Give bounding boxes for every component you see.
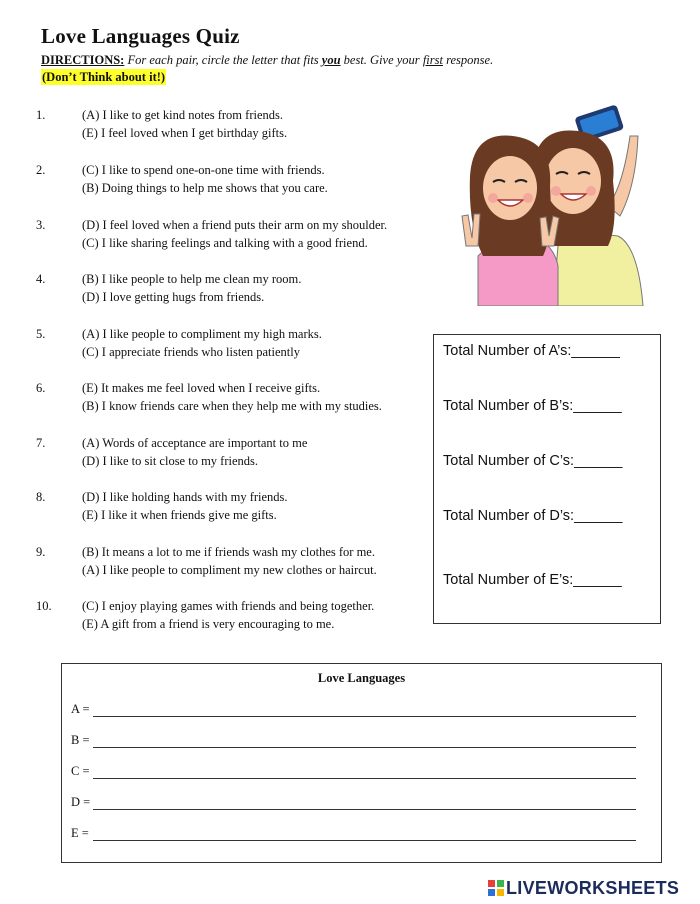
answer-rule[interactable] <box>93 716 636 717</box>
summary-title: Love Languages <box>317 671 406 685</box>
question-number: 9. <box>36 545 46 559</box>
question-number: 5. <box>36 327 46 341</box>
question-number: 1. <box>36 108 46 122</box>
directions <box>41 52 601 68</box>
girls-selfie-illustration <box>458 96 664 306</box>
question-option[interactable]: (B) I know friends care when they help me with my studies. <box>82 399 382 413</box>
summary-line-e[interactable] <box>71 826 636 844</box>
directions-text-3: response. <box>442 53 494 67</box>
directions-text-1: For each pair, circle the letter that fits <box>124 53 322 67</box>
directions-label: DIRECTIONS: <box>41 53 125 67</box>
question-option[interactable]: (C) I like sharing feelings and talking with a good friend. <box>82 236 368 250</box>
page-title: Love Languages Quiz <box>41 24 240 48</box>
answer-rule[interactable] <box>93 747 636 748</box>
total-d[interactable]: Total Number of D’s:______ <box>443 508 623 524</box>
summary-line-d[interactable] <box>71 795 636 813</box>
directions-text-2: best. Give your <box>340 53 423 67</box>
answer-rule[interactable] <box>93 840 636 841</box>
summary-line-label: C = <box>71 764 90 778</box>
answer-rule[interactable] <box>93 809 636 810</box>
summary-line-a[interactable] <box>71 702 636 720</box>
summary-line-label: A = <box>71 702 90 716</box>
total-a[interactable]: Total Number of A’s:______ <box>443 343 620 359</box>
directions-you: you <box>321 53 341 67</box>
summary-line-label: B = <box>71 733 90 747</box>
question-number: 3. <box>36 218 46 232</box>
total-b[interactable]: Total Number of B’s:______ <box>443 398 622 414</box>
question-option[interactable]: (D) I love getting hugs from friends. <box>82 290 265 304</box>
question-option[interactable]: (A) I like to get kind notes from friends. <box>82 108 283 122</box>
brand-name: LIVEWORKSHEETS <box>506 878 680 898</box>
highlight-note: (Don’t Think about it!) <box>42 70 166 84</box>
love-languages-summary <box>61 663 662 863</box>
question-option[interactable]: (E) It makes me feel loved when I receive gifts. <box>82 381 321 395</box>
question-number: 2. <box>36 163 46 177</box>
question-option[interactable]: (E) A gift from a friend is very encouraging to me. <box>82 617 335 631</box>
total-c[interactable]: Total Number of C’s:______ <box>443 453 623 469</box>
question-option[interactable]: (E) I like it when friends give me gifts. <box>82 508 277 522</box>
question-option[interactable]: (A) Words of acceptance are important to me <box>82 436 308 450</box>
question-option[interactable]: (C) I appreciate friends who listen patiently <box>82 345 300 359</box>
summary-line-b[interactable] <box>71 733 636 751</box>
question-option[interactable]: (D) I like holding hands with my friends. <box>82 490 288 504</box>
question-option[interactable]: (A) I like people to compliment my new clothes or haircut. <box>82 563 377 577</box>
question-option[interactable]: (B) Doing things to help me shows that you care. <box>82 181 328 195</box>
question-option[interactable]: (C) I enjoy playing games with friends and being together. <box>82 599 375 613</box>
directions-first: first <box>422 53 443 67</box>
liveworksheets-logo-icon <box>488 880 504 896</box>
question-number: 8. <box>36 490 46 504</box>
summary-line-label: E = <box>71 826 89 840</box>
summary-line-label: D = <box>71 795 91 809</box>
question-option[interactable]: (B) I like people to help me clean my room. <box>82 272 302 286</box>
answer-rule[interactable] <box>93 778 636 779</box>
question-option[interactable]: (D) I feel loved when a friend puts their arm on my shoulder. <box>82 218 388 232</box>
question-option[interactable]: (D) I like to sit close to my friends. <box>82 454 259 468</box>
question-number: 6. <box>36 381 46 395</box>
question-option[interactable]: (B) It means a lot to me if friends wash my clothes for me. <box>82 545 375 559</box>
totals-box <box>433 334 661 624</box>
selfie-illustration-icon <box>458 96 664 306</box>
question-number: 4. <box>36 272 46 286</box>
question-option[interactable]: (C) I like to spend one-on-one time with friends. <box>82 163 325 177</box>
question-number: 7. <box>36 436 46 450</box>
question-number: 10. <box>36 599 52 613</box>
summary-line-c[interactable] <box>71 764 636 782</box>
total-e[interactable]: Total Number of E’s:______ <box>443 572 622 588</box>
question-option[interactable]: (A) I like people to compliment my high marks. <box>82 327 322 341</box>
question-option[interactable]: (E) I feel loved when I get birthday gifts. <box>82 126 288 140</box>
